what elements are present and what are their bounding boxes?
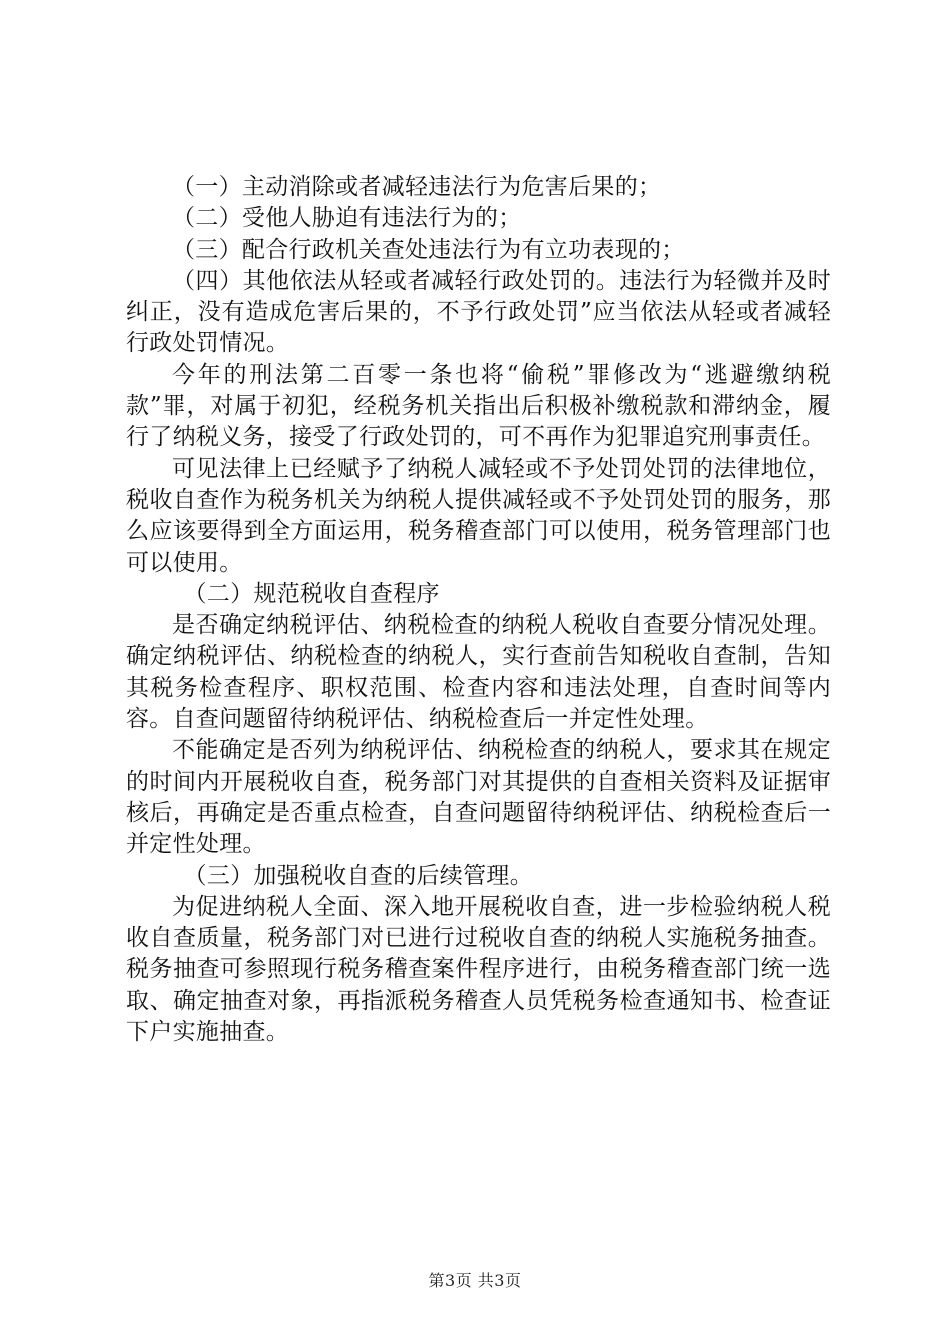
document-body xyxy=(126,172,831,1048)
paragraph: 为促进纳税人全面、深入地开展税收自查，进一步检验纳税人税收自查质量，税务部门对已进行过税收自查的纳税人实施税务抽查。税务抽查可参照现行税务稽查案件程序进行，由税务稽查部门统一选取、确定抽查对象，再指派税务稽查人员凭税务检查通知书、检查证下户实施抽查。 xyxy=(126,893,831,1046)
paragraph: 可见法律上已经赋予了纳税人减轻或不予处罚处罚的法律地位，税收自查作为税务机关为纳税人提供减轻或不予处罚处罚的服务，那么应该要得到全方面运用，税务稽查部门可以使用，税务管理部门也可以使用。 xyxy=(126,455,831,576)
paragraph: 不能确定是否列为纳税评估、纳税检查的纳税人，要求其在规定的时间内开展税收自查，税务部门对其提供的自查相关资料及证据审核后，再确定是否重点检查，自查问题留待纳税评估、纳税检查后一并定性处理。 xyxy=(126,737,831,858)
paragraph: （一）主动消除或者减轻违法行为危害后果的； xyxy=(172,174,662,200)
paragraph: （三）配合行政机关查处违法行为有立功表现的； xyxy=(172,236,685,263)
paragraph: （二）受他人胁迫有违法行为的； xyxy=(172,205,522,232)
paragraph: （四）其他依法从轻或者减轻行政处罚的。违法行为轻微并及时纠正，没有造成危害后果的，不予行政处罚”应当依法从轻或者减轻行政处罚情况。 xyxy=(126,267,831,357)
section-heading: （二）规范税收自查程序 xyxy=(183,580,440,607)
section-heading: （三）加强税收自查的后续管理。 xyxy=(183,862,533,889)
page-footer xyxy=(0,1268,950,1291)
paragraph: 今年的刑法第二百零一条也将“偷税”罪修改为“逃避缴纳税款”罪，对属于初犯，经税务机关指出后积极补缴税款和滞纳金，履行了纳税义务，接受了行政处罚的，可不再作为犯罪追究刑事责任。 xyxy=(126,361,831,451)
page-number-label: 第3页 共3页 xyxy=(428,1271,522,1290)
paragraph: 是否确定纳税评估、纳税检查的纳税人税收自查要分情况处理。确定纳税评估、纳税检查的纳税人，实行查前告知税收自查制，告知其税务检查程序、职权范围、检查内容和违法处理，自查时间等内容。自查问题留待纳税评估、纳税检查后一并定性处理。 xyxy=(126,612,831,733)
